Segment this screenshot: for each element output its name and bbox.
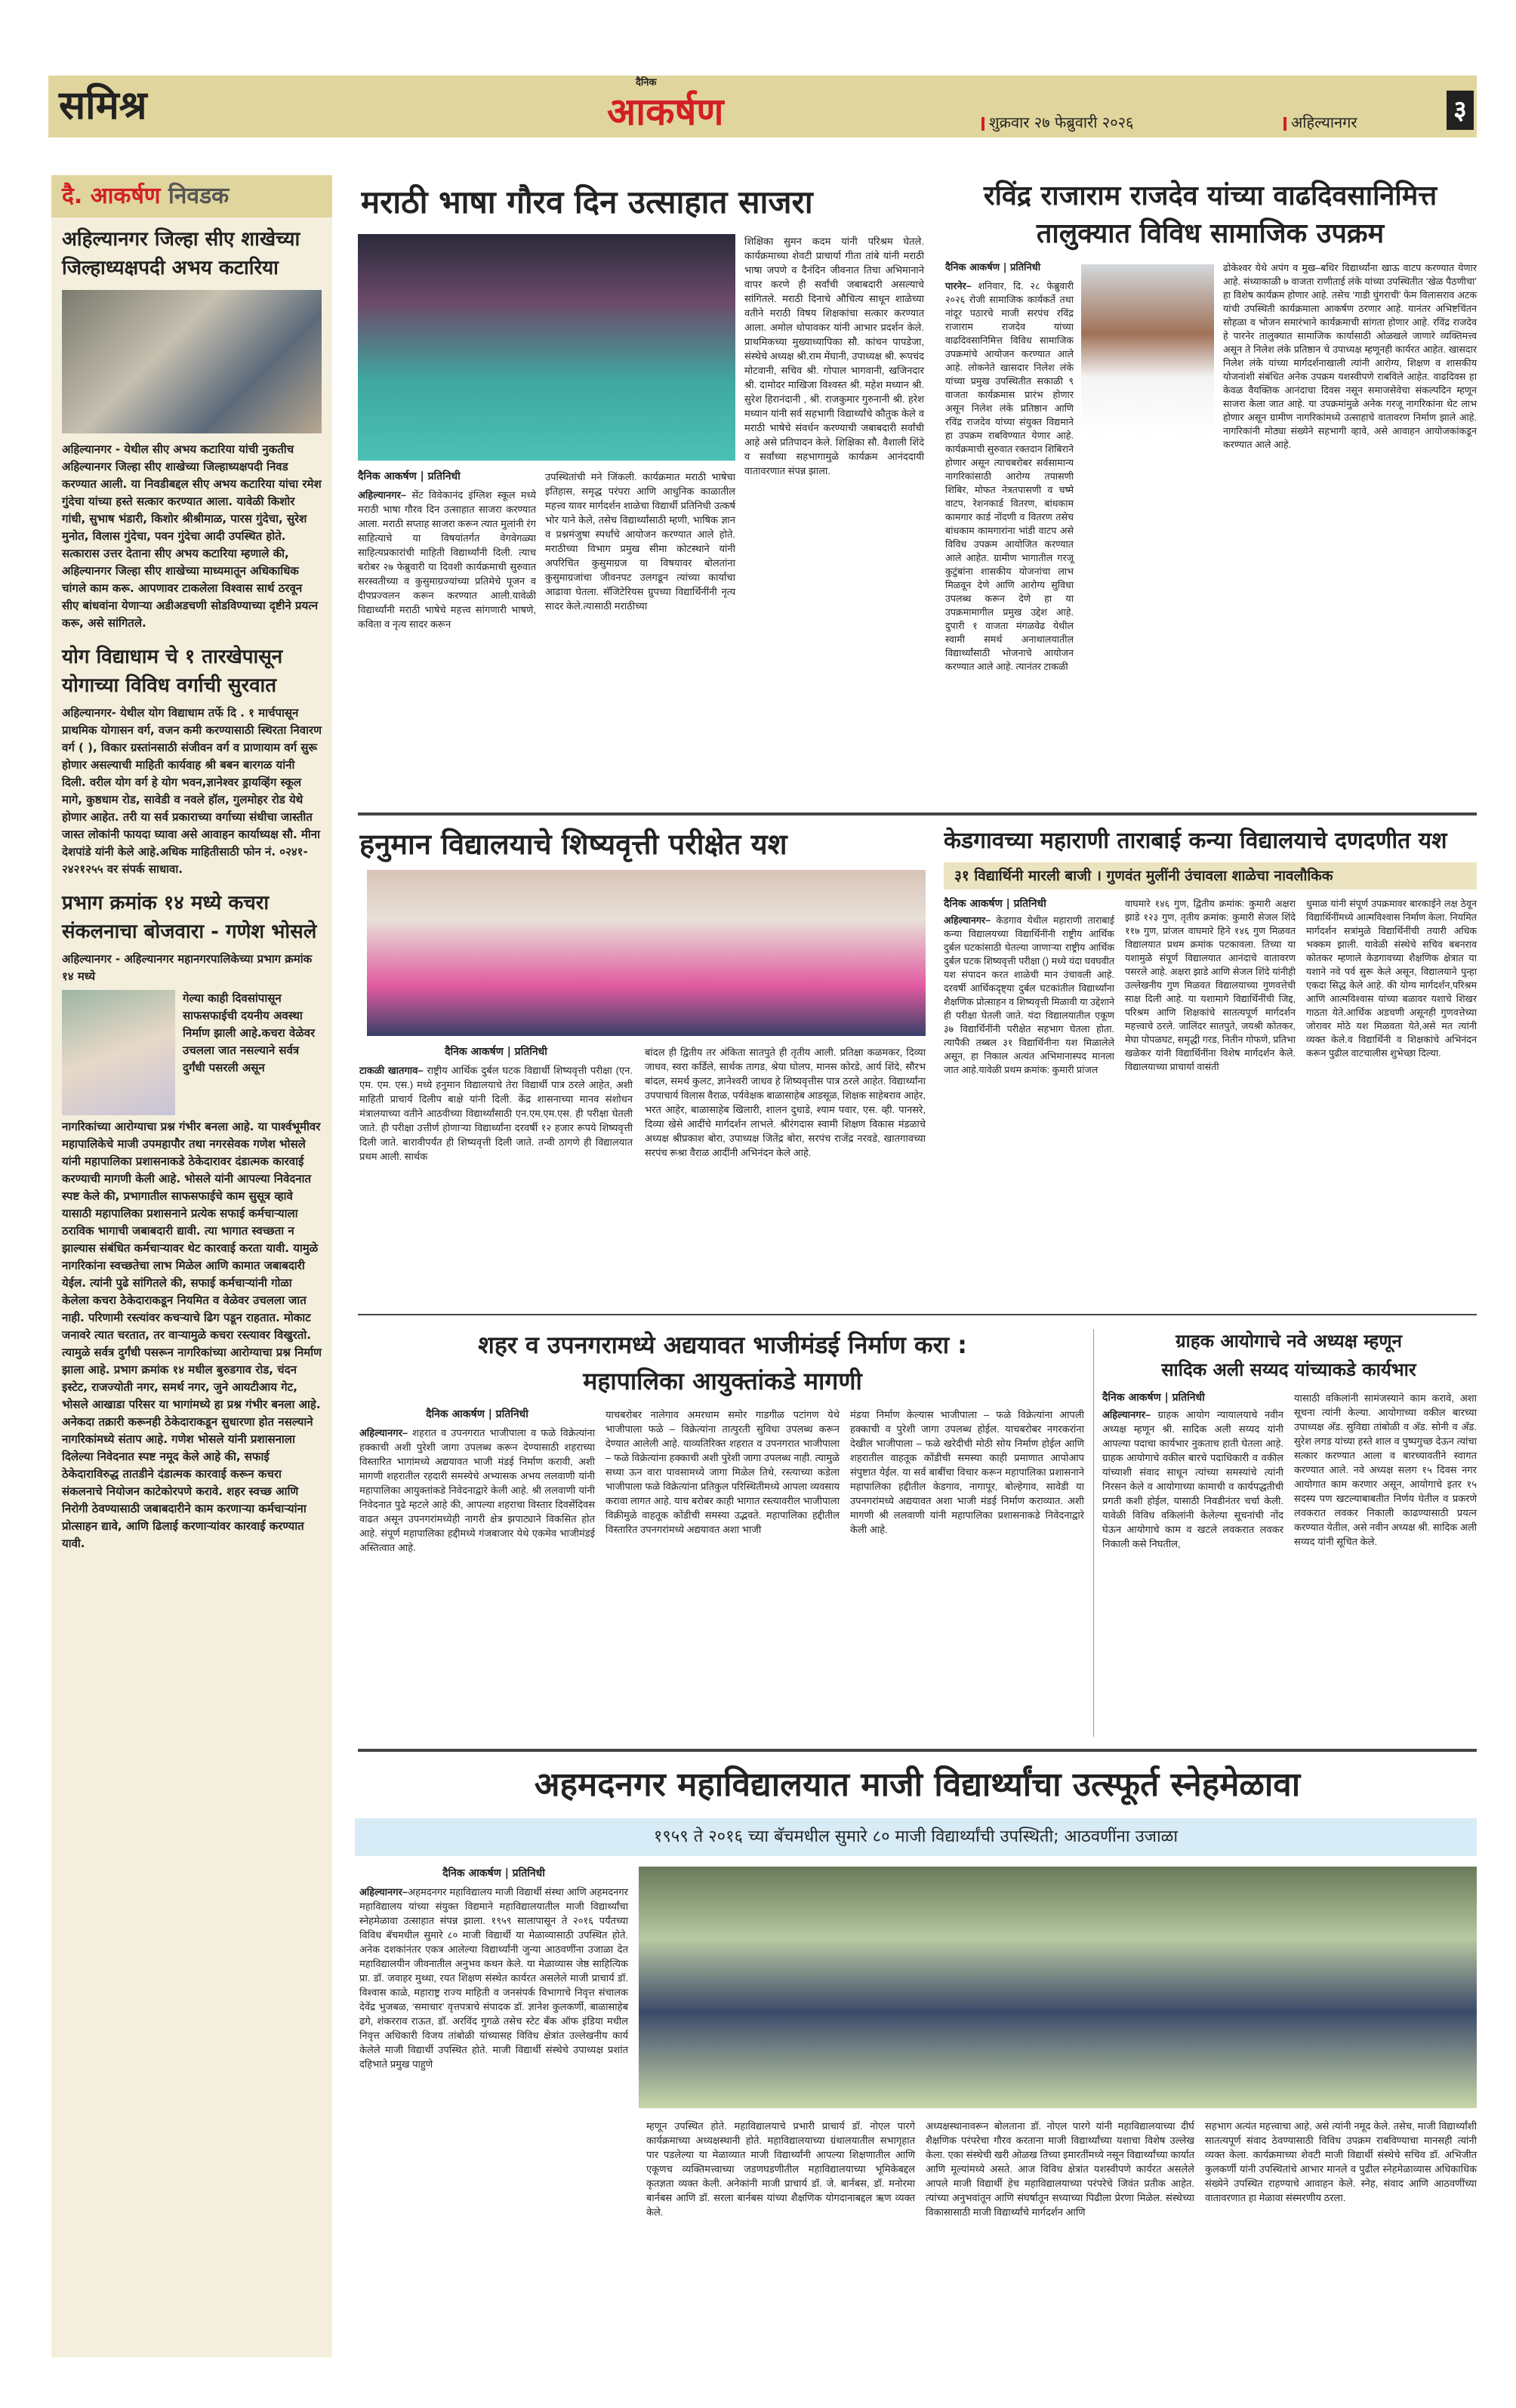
page-number: ३	[1447, 91, 1474, 130]
marathi-day-col2	[545, 470, 735, 613]
rajdev-col2-text: ढोकेश्वर येथे अपंग व मुख–बधिर विद्यार्थ्यांना खाऊ वाटप करण्यात येणार आहे. संध्याकाळी ७ वाजता राणीताई लंके यांच्या उपस्थितीत ‘खेळ पैठणीचा’ हा विशेष कार्यक्रम होणार आहे. तसेच ‘गाडी घुंगराची’ फेम विलासराव अटक यांची उपस्थिती कार्यक्रमाला आकर्षण ठरणार आहे. यानंतर अभिष्टचिंतन सोहळा व भोजन समारंभाने कार्यक्रमाची सांगता होणार आहे. रविंद्र राजदेव हे पारनेर तालुक्यात सामाजिक कार्यासाठी ओळखले जाणारे व्यक्तिमत्त्व असून ते निलेश लंके प्रतिष्ठान चे उपाध्यक्ष म्हणूनही कार्यरत आहेत. खासदार निलेश लंके यांच्या मार्गदर्शनाखाली त्यांनी आरोग्य, शिक्षण व शासकीय योजनांशी संबंधित अनेक उपक्रम यशस्वीपणे राबविले आहेत. वाढदिवस हा केवळ वैयक्तिक आनंदाचा दिवस नसून समाजसेवेचा संकल्पदिन म्हणून साजरा केला जात आहे. या उपक्रमांमुळे अनेक गरजू नागरिकांना थेट लाभ होणार असून ग्रामीण नागरिकांमध्ये उत्साहाचे वातावरण निर्माण झाले आहे. नागरिकांनी मोठ्या संख्येने सहभागी व्हावे, असे आवाहन आयोजकांकडून करण्यात आले आहे.	[1223, 263, 1477, 450]
sidebar-story3-intro: अहिल्यानगर - अहिल्यानगर महानगरपालिकेच्या प्रभाग क्रमांक १४ मध्ये	[62, 952, 313, 983]
bhaji-byline: दैनिक आकर्षण | प्रतिनिधी	[426, 1408, 528, 1420]
bhaji-col3	[850, 1407, 1084, 1537]
bhaji-col1	[359, 1407, 595, 1555]
marathi-day-col3	[744, 234, 924, 478]
rajdev-col1-text: पारनेर– शनिवार, दि. २८ फेब्रुवारी २०२६ रोजी सामाजिक कार्यकर्ते तथा नांदूर पठारचे माजी सरपंच रविंद्र राजाराम राजदेव यांच्या वाढदिवसानिमित्त विविध सामाजिक उपक्रमांचे आयोजन करण्यात आले आहे. लोकनेते खासदार निलेश लंके यांच्या प्रमुख उपस्थितीत सकाळी ९ वाजता कार्यक्रमास प्रारंभ होणार असून निलेश लंके प्रतिष्ठान आणि रविंद्र राजदेव यांच्या संयुक्त विद्यमाने हा उपक्रम राबविण्यात येणार आहे. कार्यक्रमाची सुरुवात रक्तदान शिबिराने होणार असून त्याचबरोबर सर्वसामान्य नागरिकांसाठी आरोग्य तपासणी शिबिर, मोफत नेत्रतपासणी व चष्मे वाटप, रेशनकार्ड वितरण, बांधकाम कामगार कार्ड नोंदणी व वितरण तसेच बांधकाम कामगारांना भांडी वाटप असे विविध उपक्रम आयोजित करण्यात आले आहेत. ग्रामीण भागातील गरजू कुटुंबांना शासकीय योजनांचा लाभ मिळवून देणे आणि आरोग्य सुविधा उपलब्ध करून देणे हा या उपक्रमामागील प्रमुख उद्देश आहे. दुपारी १ वाजता मंगळवेढ येथील स्वामी समर्थ अनाथालयातील विद्यार्थ्यांसाठी भोजनाचे आयोजन करण्यात आले आहे. त्यानंतर टाकळी	[945, 281, 1074, 672]
alumni-subhead: १९५९ ते २०१६ च्या बॅचमधील सुमारे ८० माजी विद्यार्थ्यांची उपस्थिती; आठवणींना उजाळा	[355, 1818, 1477, 1856]
rajdev-portrait	[1081, 264, 1214, 438]
kedgaon-col2	[1125, 897, 1296, 1074]
consumer-byline: दैनिक आकर्षण | प्रतिनिधी	[1102, 1392, 1205, 1404]
headline-marathi-day: मराठी भाषा गौरव दिन उत्साहात साजरा	[361, 183, 813, 220]
kedgaon-byline: दैनिक आकर्षण | प्रतिनिधी	[944, 898, 1046, 910]
sidebar-header	[51, 175, 332, 217]
sidebar-story1-photo	[62, 290, 322, 433]
sidebar-story3-title: प्रभाग क्रमांक १४ मध्ये कचरा संकलनाचा बोजवारा - गणेश भोसले	[62, 892, 317, 943]
marathi-day-col1	[358, 470, 536, 631]
ganesh-bhosale-photo	[62, 990, 175, 1115]
hanuman-col1	[359, 1045, 633, 1164]
sidebar-flow	[62, 225, 322, 1552]
red-marker-icon	[981, 117, 984, 131]
date-text: शुक्रवार २७ फेब्रुवारी २०२६	[989, 113, 1134, 131]
dateline	[981, 113, 1133, 131]
consumer-col1-text: अहिल्यानगर– ग्राहक आयोग न्यायालयाचे नवीन अध्यक्ष म्हणून श्री. सादिक अली सय्यद यांनी आपल्या पदाचा कार्यभार नुकताच हाती घेतला आहे. ग्राहक आयोगाचे वकील बारचे पदाधिकारी व वकील यांच्याशी संवाद साधून त्यांच्या समस्यांचे त्यांनी निरसन केले व आयोगाच्या कामाची व कार्यपद्धतीची प्रगती कशी होईल, यासाठी निवडीनंतर चर्चा केली. यावेळी विविध वकिलांनी केलेल्या सूचनांची नोंद घेऊन आयोगाचे काम व खटले लवकरात लवकर निकाली कसे निघतील,	[1102, 1409, 1283, 1549]
red-marker-icon	[1283, 117, 1286, 131]
bhaji-col2-text: याचबरोबर नालेगाव अमरधाम समोर गाडगीळ पटांगण येथे भाजीपाला फळे – विक्रेत्यांना तात्पुरती सुविधा उपलब्ध करून देण्यात आलेली आहे. याव्यतिरिक्त शहरात व उपनगरात भाजीपाला – फळे विक्रेत्यांना हक्काची अशी पुरेशी जागा उपलब्ध नाही. त्यामुळे सध्या ऊन वारा पावसामध्ये जागा मिळेल तिथे, रस्त्याच्या कडेला भाजीपाला फळे विक्रेत्यांना प्रतिकुल परिस्थितीमध्ये आपला व्यवसाय करावा लागत आहे. याच बरोबर काही भागात रस्त्यावरील भाजीपाला विक्रीमुळे वाहतूक कोंडीची समस्या उद्भवते. महापालिका हद्दीतील विस्तारित उपनगरांमध्ये अद्ययावत अशा भाजी	[605, 1409, 840, 1535]
alumni-byline: दैनिक आकर्षण | प्रतिनिधी	[442, 1867, 545, 1879]
rajdev-byline: दैनिक आकर्षण | प्रतिनिधी	[945, 262, 1041, 273]
hanuman-col2-text: बांदल ही द्वितीय तर अंकिता सातपुते ही तृतीय आली. प्रतिक्षा कळमकर, दिव्या जाधव, स्वरा कर्डिले, सार्थक तागड, श्रेया घोलप, मानस कोरडे, आर्य शिंदे, सौरभ बांदल, समर्थ कुलट, ज्ञानेश्वरी जाधव हे शिष्यवृत्तीस पात्र ठरले आहेत. विद्यार्थ्यांना उपपाचार्य विलास वैराळ, पर्यवेक्षक बाळासाहेब आडसूळ, शिक्षक साहेबराव आहेर, भरत आहेर, बाळासाहेब खिलारी, शालन दुधाडे, श्याम पवार, एस. व्ही. पानसरे, दिव्या खेसे आदींचे मार्गदर्शन लाभले. श्रीरंगदास स्वामी शिक्षण विकास मंडळाचे अध्यक्ष श्रीप्रकाश बोरा, उपाध्यक्ष जितेंद्र बोरा, सरपंच राजेंद्र नरवडे, खातगावच्या सरपंच रूश्रा वैराळ आदींनी अभिनंदन केले आहे.	[645, 1047, 926, 1158]
alumni-col3-text: अध्यक्षस्थानावरून बोलताना डॉ. नोएल पारगे यांनी महाविद्यालयाच्या दीर्घ शैक्षणिक परंपरेचा गौरव करताना माजी विद्यार्थ्यांच्या यशाचा विशेष उल्लेख केला. एका संस्थेची खरी ओळख तिच्या इमारतींमध्ये नसून विद्यार्थ्यांच्या कार्यात आणि मूल्यांमध्ये असते. आज विविध क्षेत्रांत यशस्वीपणे कार्यरत असलेले आपले माजी विद्यार्थी हेच महाविद्यालयाच्या परंपरेचे जिवंत प्रतीक आहेत. त्यांच्या अनुभवांतून आणि संघर्षातून सध्याच्या पिढीला प्रेरणा मिळेल. संस्थेच्या विकासासाठी माजी विद्यार्थ्यांचे मार्गदर्शन आणि	[926, 2120, 1194, 2218]
bhaji-col3-text: मंडया निर्माण केल्यास भाजीपाला – फळे विक्रेत्यांना आपली हक्काची व पुरेशी जागा उपलब्ध होईल. याचबरोबर नगरकरांना देखील भाजीपाला – फळे खरेदीची मोठी सोय निर्माण होईल आणि शहरातील वाहतूक कोंडीची समस्या काही प्रमाणात आपोआप संपुष्टात येईल. या सर्व बाबींचा विचार करून महापालिका प्रशासनाने महापालिका हद्दीतील केडगाव, नागापूर, बोल्हेगाव, सावेडी या उपनगरांमध्ये अद्ययावत अशा भाजी मंडई निर्माण कराव्यात. अशी मागणी श्री ललवाणी यांनी महापालिका प्रशासनाकडे निवेदनाद्वारे केली आहे.	[850, 1409, 1084, 1535]
consumer-col1	[1102, 1391, 1283, 1551]
headline-bhaji-line1: शहर व उपनगरामध्ये अद्ययावत भाजीमंडई निर्माण करा :	[478, 1330, 967, 1359]
sidebar-story1-body: अहिल्यानगर - येथील सीए अभय कटारिया यांची नुकतीच अहिल्यानगर जिल्हा सीए शाखेच्या जिल्हाध्यक्षपदी निवड करण्यात आली. या निवडीबद्दल सीए अभय कटारिया यांचा रमेश गुंदेचा यांच्या हस्ते सत्कार करण्यात आला. यावेळी किशोर गांधी, सुभाष भंडारी, किशोर श्रीश्रीमाळ, पारस गुंदेचा, सुरेश मुनोत, विलास गुंदेचा, पवन गुंदेचा आदी उपस्थित होते. सत्कारास उत्तर देताना सीए अभय कटारिया म्हणाले की, अहिल्यानगर जिल्हा सीए शाखेच्या माध्यमातून अधिकाधिक चांगले काम करू. आपणावर टाकलेला विश्वास सार्थ ठरवून सीए बांधवांना येणाऱ्या अडीअडचणी सोडविण्याच्या दृष्टीने प्रयत्न करू, असे सांगितले.	[62, 442, 322, 630]
edition-city	[1283, 113, 1357, 131]
rajdev-col1	[945, 261, 1074, 674]
sidebar-story1-title: अहिल्यानगर जिल्हा सीए शाखेच्या जिल्हाध्यक्षपदी अभय कटारिया	[62, 228, 300, 279]
headline-consumer-line1: ग्राहक आयोगाचे नवे अध्यक्ष म्हणून	[1176, 1330, 1402, 1352]
bhaji-col2	[605, 1407, 840, 1537]
sidebar-story3-body: नागरिकांच्या आरोग्याचा प्रश्न गंभीर बनला आहे. या पार्श्वभूमीवर महापालिकेचे माजी उपमहापौर तथा नगरसेवक गणेश भोसले यांनी महापालिका प्रशासनाकडे ठेकेदारावर दंडात्मक कारवाई करण्याची मागणी केली आहे. भोसले यांनी आपल्या निवेदनात स्पष्ट केले की, प्रभागातील साफसफाईचे काम सुसूत्र व्हावे यासाठी महापालिका प्रशासनाने प्रत्येक सफाई कर्मचाऱ्याला ठराविक भागाची जबाबदारी द्यावी. त्या भागात स्वच्छता न झाल्यास संबंधित कर्मचाऱ्यावर थेट कारवाई करता यावी. यामुळे नागरिकांना स्वच्छतेचा लाभ मिळेल आणि कामात जबाबदारी येईल. त्यांनी पुढे सांगितले की, सफाई कर्मचाऱ्यांनी गोळा केलेला कचरा ठेकेदाराकडून नियमित व वेळेवर उचलला जात नाही. परिणामी रस्त्यांवर कचऱ्याचे ढिग पडून राहतात. मोकाट जनावरे त्यात चरतात, तर वाऱ्यामुळे कचरा रस्त्यावर विखुरतो. त्यामुळे सर्वत्र दुर्गंधी पसरून नागरिकांच्या आरोग्याचा प्रश्न निर्माण झाला आहे. प्रभाग क्रमांक १४ मधील बुरुडगाव रोड, चंदन इस्टेट, राजज्योती नगर, समर्थ नगर, जुने आयटीआय गेट, भोसले आखाडा परिसर या भागांमध्ये हा प्रश्न गंभीर बनला आहे. अनेकदा तक्रारी करूनही ठेकेदाराकडून सुधारणा होत नसल्याने नागरिकांमध्ये संताप आहे. गणेश भोसले यांनी प्रशासनाला दिलेल्या निवेदनात स्पष्ट नमूद केले आहे की, सफाई ठेकेदाराविरुद्ध तातडीने दंडात्मक कारवाई करून कचरा संकलनाचे नियोजन काटेकोरपणे करावे. शहर स्वच्छ आणि निरोगी ठेवण्यासाठी जबाबदारीने काम करणाऱ्या कर्मचाऱ्यांना प्रोत्साहन द्यावे, आणि ढिलाई करणाऱ्यांवर कारवाई करण्यात यावी.	[62, 1120, 322, 1550]
marathi-day-byline: दैनिक आकर्षण | प्रतिनिधी	[358, 470, 461, 483]
consumer-col2	[1294, 1391, 1477, 1549]
alumni-group-photo	[639, 1867, 1477, 2108]
headline-bhaji-line2: महापालिका आयुक्तांकडे मागणी	[583, 1367, 862, 1395]
headline-rajdev-line1: रविंद्र राजाराम राजदेव यांच्या वाढदिवसानिमित्त	[983, 180, 1437, 211]
rajdev-col2	[1223, 261, 1477, 452]
kedgaon-col1-text: अहिल्यानगर– केडगाव येथील महाराणी ताराबाई कन्या विद्यालयच्या विद्यार्थिनींनी राष्ट्रीय आर्थिक दुर्बल घटकांसाठी घेतल्या जाणाऱ्या राष्ट्रीय आर्थिक दुर्बल घटक शिष्यवृत्ती परीक्षा () मध्ये यंदा घवघवीत यश संपादन करत शाळेची मान उंचावली आहे. दरवर्षी आर्थिकदृष्ट्या दुर्बल घटकांतील विद्यार्थ्यांना शैक्षणिक प्रोत्साहन व शिष्यवृत्ती मिळावी या उद्देशाने ही परीक्षा घेतली जाते. यंदा विद्यालयातील एकूण ३७ विद्यार्थिनींनी परीक्षेत सहभाग घेतला होता. त्यापैकी तब्बल ३१ विद्यार्थिनीना यश मिळालेले असून, हा निकाल अत्यंत अभिमानास्पद मानला जात आहे.यावेळी प्रथम क्रमांक: कुमारी प्रांजल	[944, 915, 1114, 1075]
section-divider	[358, 1749, 1477, 1752]
marathi-day-col3-text: शिक्षिका सुमन कदम यांनी परिश्रम घेतले. कार्यक्रमाच्या शेवटी प्राचार्या गीता तांबे यांनी मराठी भाषा जपणे व दैनंदिन जीवनात तिचा अभिमानाने वापर करणे ही सर्वांची जबाबदारी असल्याचे सांगितले. मराठी दिनाचे औचित्य साधून शाळेच्या वतीने मराठी विषय शिक्षकांचा सत्कार करण्यात आला. अमोल धोपावकर यांनी आभार प्रदर्शन केले. प्राथमिकच्या मुख्याध्यापिका सौ. कांचन पापडेजा, संस्थेचे अध्यक्ष श्री.राम मेंघानी, उपाध्यक्ष श्री. रूपचंद मोटवानी, सचिव श्री. गोपाल भागवानी, खजिनदार श्री. दामोदर माखिजा विश्वस्त श्री. महेश मध्यान श्री. सुरेश हिरानंदानी , श्री. राजकुमार गुरुनानी श्री. हरेश मध्यान यांनी सर्व सहभागी विद्यार्थ्यांचे कौतुक केले व मराठी भाषेचे संवर्धन करण्याची जबाबदारी सर्वांची आहे असे प्रतिपादन केले. शिक्षिका सौ. वैशाली शिंदे व सर्वांच्या सहभागामुळे कार्यक्रम आनंददायी वातावरणात संपन्न झाला.	[744, 236, 924, 476]
headline-kedgaon: केडगावच्या महाराणी ताराबाई कन्या विद्यालयाचे दणदणीत यश	[944, 828, 1447, 854]
kedgaon-subhead: ३१ विद्यार्थिनी मारली बाजी । गुणवंत मुलींनी उंचावला शाळेचा नावलौकिक	[944, 862, 1477, 890]
hanuman-col2	[645, 1045, 926, 1160]
masthead	[48, 76, 1477, 137]
section-title: समिश्र	[59, 83, 147, 128]
column-divider	[1093, 1329, 1094, 1737]
sidebar-story3-photo-row	[62, 990, 322, 1115]
kedgaon-col1	[944, 897, 1114, 1077]
alumni-col1	[359, 1867, 628, 2071]
sidebar-header-brand: दै. आकर्षण	[62, 183, 161, 209]
paper-logo: आकर्षण	[607, 90, 724, 134]
alumni-col4	[1205, 2119, 1477, 2205]
sidebar-story2-title: योग विद्याधाम चे १ तारखेपासून योगाच्या विविध वर्गाची सुरवात	[62, 646, 283, 697]
section-divider	[358, 812, 1477, 816]
sidebar-story3-beside-photo: गेल्या काही दिवसांपासून साफसफाईची दयनीय अवस्था निर्माण झाली आहे.कचरा वेळेवर उचलला जात नसल्याने सर्वत्र दुर्गंधी पसरली असून	[183, 991, 316, 1075]
headline-hanuman: हनुमान विद्यालयाचे शिष्यवृत्ती परीक्षेत यश	[359, 828, 787, 861]
hanuman-group-photo	[367, 870, 926, 1036]
alumni-col2	[646, 2119, 915, 2219]
paper-prefix: दैनिक	[636, 77, 657, 88]
sidebar-story2-body: अहिल्यानगर- येथील योग विद्याधाम तर्फे दि . १ मार्चपासून प्राथमिक योगासन वर्ग, वजन कमी करण्यासाठी स्थिरता निवारण वर्ग ( ), विकार ग्रस्तांनसाठी संजीवन वर्ग व प्राणायाम वर्ग सुरू होणार असल्याची माहिती कार्यवाह श्री बबन बारगळ यांनी दिली. वरील योग वर्ग हे योग भवन,ज्ञानेश्वर ड्रायव्हिंग स्कूल मागे, कुष्ठधाम रोड, सावेडी व नवले हॉल, गुलमोहर रोड येथे होणार आहेत. तरी या सर्व प्रकाराच्या वर्गाच्या संधीचा जास्तीत जास्त लोकांनी फायदा घ्यावा असे आवाहन कार्याध्यक्ष सौ. मीना देशपांडे यांनी केले आहे.अधिक माहितीसाठी फोन नं. ०२४१- २४२१२५५ वर संपर्क साधावा.	[62, 706, 322, 876]
marathi-day-photo	[358, 234, 735, 461]
hanuman-byline: दैनिक आकर्षण | प्रतिनिधी	[445, 1046, 547, 1058]
consumer-col2-text: यासाठी वकिलांनी सामंजस्याने काम करावे, अशा सूचना त्यांनी केल्या. आयोगाच्या वकील बारच्या उपाध्यक्ष अ‍ॅड. सुविद्या तांबोळी व अ‍ॅड. सोनी व अ‍ॅड. सुरेश लगड यांच्या हस्ते शाल व पुष्पगुच्छ देऊन त्यांचा सत्कार करण्यात आला व बारच्यावतीने स्वागत करण्यात आले. नवे अध्यक्ष सलग १५ दिवस नगर आयोगात काम करणार असून, आयोगाचे इतर १५ सदस्य पण खटल्याबाबतीत निर्णय घेतील व प्रकरणे लवकरात लवकर निकाली काढण्यासाठी प्रयत्न करण्यात येतील, असे नवीन अध्यक्ष श्री. सादिक अली सय्यद यांनी सूचित केले.	[1294, 1392, 1477, 1547]
headline-consumer-line2: सादिक अली सय्यद यांच्याकडे कार्यभार	[1161, 1359, 1416, 1380]
alumni-col3	[926, 2119, 1194, 2219]
kedgaon-col2-text: वाघमारे १४६ गुण, द्वितीय क्रमांक: कुमारी अक्षरा झाडे १२३ गुण, तृतीय क्रमांक: कुमारी सेजल शिंदे ११७ गुण, प्रांजल वाघमारे हिने १४६ गुण मिळवत विद्यालयात प्रथम क्रमांक पटकावला. तिच्या या यशामुळे संपूर्ण विद्यालयात आनंदाचे वातावरण पसरले आहे. अक्षरा झाडे आणि सेजल शिंदे यांनीही उल्लेखनीय गुण मिळवत विद्यालयाच्या गुणवत्तेची साक्ष दिली आहे. या यशामागे विद्यार्थिनींची जिद्द, परिश्रम आणि शिक्षकांचे सातत्यपूर्ण मार्गदर्शन महत्त्वाचे ठरले. जालिंदर सातपुते, जयश्री कोतकर, मेघा पोपळघट, समृद्धी गरड, नितीन गोफणे, प्रतिभा खळेकर यांनी विद्यार्थिनींना विशेष मार्गदर्शन केले. विद्यालयाच्या प्राचार्या वासंती	[1125, 899, 1296, 1072]
bhaji-col1-text: अहिल्यानगर– शहरात व उपनगरात भाजीपाला व फळे विक्रेत्यांना हक्काची अशी पुरेशी जागा उपलब्ध करून देण्यासाठी शहराच्या विस्तारित भागांमध्ये अद्ययावत भाजी मंडई निर्माण करावी, अशी मागणी शहरातील रहदारी समस्येचे अभ्यासक अभय ललवाणी यांनी महापालिका आयुक्तांकडे निवेदनाद्वारे केली आहे. श्री ललवाणी यांनी निवेदनात पुढे म्हटले आहे की, आपल्या शहराचा विस्तार दिवसेंदिवस वाढत असून उपनगरांमध्येही नागरी क्षेत्र झपाट्याने विकसित होत आहे. संपूर्ण महापालिका हद्दीमध्ये गंजबाजार येथे एकमेव भाजीमंडई अस्तित्वात आहे.	[359, 1427, 595, 1553]
sidebar-header-label: निवडक	[168, 183, 230, 209]
city-text: अहिल्यानगर	[1291, 113, 1357, 131]
section-divider	[358, 1314, 1477, 1315]
alumni-col1-text: अहिल्यानगर–अहमदनगर महाविद्यालय माजी विद्यार्थी संस्था आणि अहमदनगर महाविद्यालय यांच्या संयुक्त विद्यमाने महाविद्यालयातील माजी विद्यार्थ्यांचा स्नेहमेळावा उत्साहात संपन्न झाला. १९५९ सालापासून ते २०१६ पर्यंतच्या विविध बॅचमधील सुमारे ८० माजी विद्यार्थी या मेळाव्यासाठी उपस्थित होते. अनेक दशकांनंतर एकत्र आलेल्या विद्यार्थ्यांनी जुन्या आठवणींना उजाळा देत महाविद्यालयीन जीवनातील अनुभव कथन केले. या मेळाव्यास जेष्ठ साहित्यिक प्रा. डॉ. जवाहर मुथ्था, रयत शिक्षण संस्थेत कार्यरत असलेले माजी प्राचार्य डॉ. विश्वास काळे, महाराष्ट्र राज्य माहिती व जनसंपर्क विभागाचे निवृत्त संचालक देवेंद्र भुजबळ, ‘समाचार’ वृत्तपत्राचे संपादक डॉ. ज्ञानेश कुलकर्णी, बाळासाहेब ढगे, शंकरराव राऊत, डॉ. अरविंद गुगळे तसेच स्टेट बँक ऑफ इंडिया मधील निवृत्त अधिकारी विजय तांबोळी यांच्यासह विविध क्षेत्रांत उल्लेखनीय कार्य केलेले माजी विद्यार्थी उपस्थित होते. माजी विद्यार्थी संस्थेचे उपाध्यक्ष प्रशांत दहिभाते प्रमुख पाहुणे	[359, 1886, 628, 2070]
headline-alumni: अहमदनगर महाविद्यालयात माजी विद्यार्थ्यांचा उत्स्फूर्त स्नेहमेळावा	[534, 1765, 1301, 1804]
headline-rajdev-line2: तालुक्यात विविध सामाजिक उपक्रम	[1036, 218, 1385, 249]
hanuman-col1-text: टाकळी खातगाव– राष्ट्रीय आर्थिक दुर्बल घटक विद्यार्थी शिष्यवृत्ती परीक्षा (एन. एम. एम. एस.) मध्ये हनुमान विद्यालयाचे तेरा विद्यार्थी पात्र ठरले आहेत, अशी माहिती प्राचार्य दिलीप बाक्षे यांनी दिली. केंद्र शासनाच्या मानव संशोधन मंत्रालयाच्या वतीने आठवीच्या विद्यार्थ्यांसाठी एन.एम.एम.एस. ही परीक्षा घेतली जाते. ही परीक्षा उत्तीर्ण होणाऱ्या विद्यार्थ्यांना दरवर्षी १२ हजार रूपये शिष्यवृत्ती दिली जाते. बारावीपर्यंत ही शिष्यवृत्ती दिली जाते. तन्वी ठागणे ही विद्यालयात प्रथम आली. सार्थक	[359, 1065, 633, 1162]
marathi-day-col2-text: उपस्थितांची मने जिंकली. कार्यक्रमात मराठी भाषेचा इतिहास, समृद्ध परंपरा आणि आधुनिक काळातील महत्त्व यावर मार्गदर्शन शाळेचा विद्यार्थी प्रतिनिधी उत्कर्ष भोर याने केले, तसेच विद्यार्थ्यांसाठी म्हणी, भाषिक ज्ञान व प्रश्नमंजुषा स्पर्धांचे आयोजन करण्यात आले होते. मराठीच्या विभाग प्रमुख सीमा कोटस्थाने यांनी अपरिचित कुसुमाग्रज या विषयावर बोलतांना कुसुमाग्रजांचा जीवनपट उलगडून त्यांच्या कार्याचा आढावा घेतला. सॅजिटेरियस ग्रुपच्या विद्यार्थिनींनी नृत्य सादर केले.त्यासाठी मराठीच्या	[545, 471, 735, 612]
kedgaon-col3	[1306, 897, 1477, 1060]
kedgaon-col3-text: धुमाळ यांनी संपूर्ण उपक्रमावर बारकाईने लक्ष ठेवून विद्यार्थिनींमध्ये आत्मविश्वास निर्माण केला. नियमित मार्गदर्शन सत्रांमुळे विद्यार्थिनींची तयारी अधिक भक्कम झाली. यावेळी संस्थेचे सचिव बबनराव कोतकर म्हणाले केडगावच्या शैक्षणिक क्षेत्रात या यशाने नवे पर्व सुरू केले असून, विद्यालयाने पुन्हा एकदा सिद्ध केले आहे. की योग्य मार्गदर्शन,परिश्रम आणि आत्मविश्वास यांच्या बळावर यशाचे शिखर गाठता येते.आर्थिक अडचणी असूनही गुणवत्तेच्या जोरावर मोठे यश मिळवता येते,असे मत त्यांनी व्यक्त केले.व विद्यार्थिनी व शिक्षकांचे अभिनंदन करून पुढील वाटचालीस शुभेच्छा दिल्या.	[1306, 899, 1477, 1059]
alumni-col2-text: म्हणून उपस्थित होते. महाविद्यालयाचे प्रभारी प्राचार्य डॉ. नोएल पारगे कार्यक्रमाच्या अध्यक्षस्थानी होते. महाविद्यालयाच्या ग्रंथालयातील सभागृहात पार पडलेल्या या मेळाव्यात माजी विद्यार्थ्यांनी आपल्या शिक्षणातील आणि एकूणच व्यक्तिमत्त्वाच्या जडणघडणीतील महाविद्यालयाच्या भूमिकेबद्दल कृतज्ञता व्यक्त केली. अनेकांनी माजी प्राचार्य डॉ. जे. बार्नबस, डॉ. मनोरमा बार्नबस आणि डॉ. सरला बार्नबस यांच्या शैक्षणिक योगदानाबद्दल ऋण व्यक्त केले.	[646, 2120, 915, 2218]
marathi-day-col1-text: अहिल्यानगर– सेंट विवेकानंद इंग्लिश स्कूल मध्ये मराठी भाषा गौरव दिन उत्साहात साजरा करण्यात आला. मराठी सप्ताह साजरा करून त्यात मुलांनी रंग साहित्याचे या विषयांतर्गत वेगवेगळ्या साहित्यप्रकारांची माहिती विद्यार्थ्यांनी दिली. त्याच बरोबर २७ फेब्रुवारी या दिवशी कार्यक्रमाची सुरुवात सरस्वतीच्या व कुसुमाग्रज्यांच्या प्रतिमेचे पूजन व दीपप्रज्वलन करून करण्यात आली.यावेळी विद्यार्थ्यांनी मराठी भाषेचे महत्त्व सांगणारी भाषणे, कविता व नृत्य सादर करून	[358, 489, 536, 630]
alumni-col4-text: सहभाग अत्यंत महत्त्वाचा आहे, असे त्यांनी नमूद केले. तसेच, माजी विद्यार्थ्यांशी सातत्यपूर्ण संवाद ठेवण्यासाठी विविध उपक्रम राबविण्याचा मानसही त्यांनी व्यक्त केला. कार्यक्रमाच्या शेवटी माजी विद्यार्थी संस्थेचे सचिव डॉ. अभिजीत कुलकर्णी यांनी उपस्थितांचे आभार मानले व पुढील स्नेहमेळाव्यास अधिकाधिक संख्येने उपस्थित राहण्याचे आवाहन केले. स्नेह, संवाद आणि आठवणींच्या वातावरणात हा मेळावा संस्मरणीय ठरला.	[1205, 2120, 1477, 2203]
